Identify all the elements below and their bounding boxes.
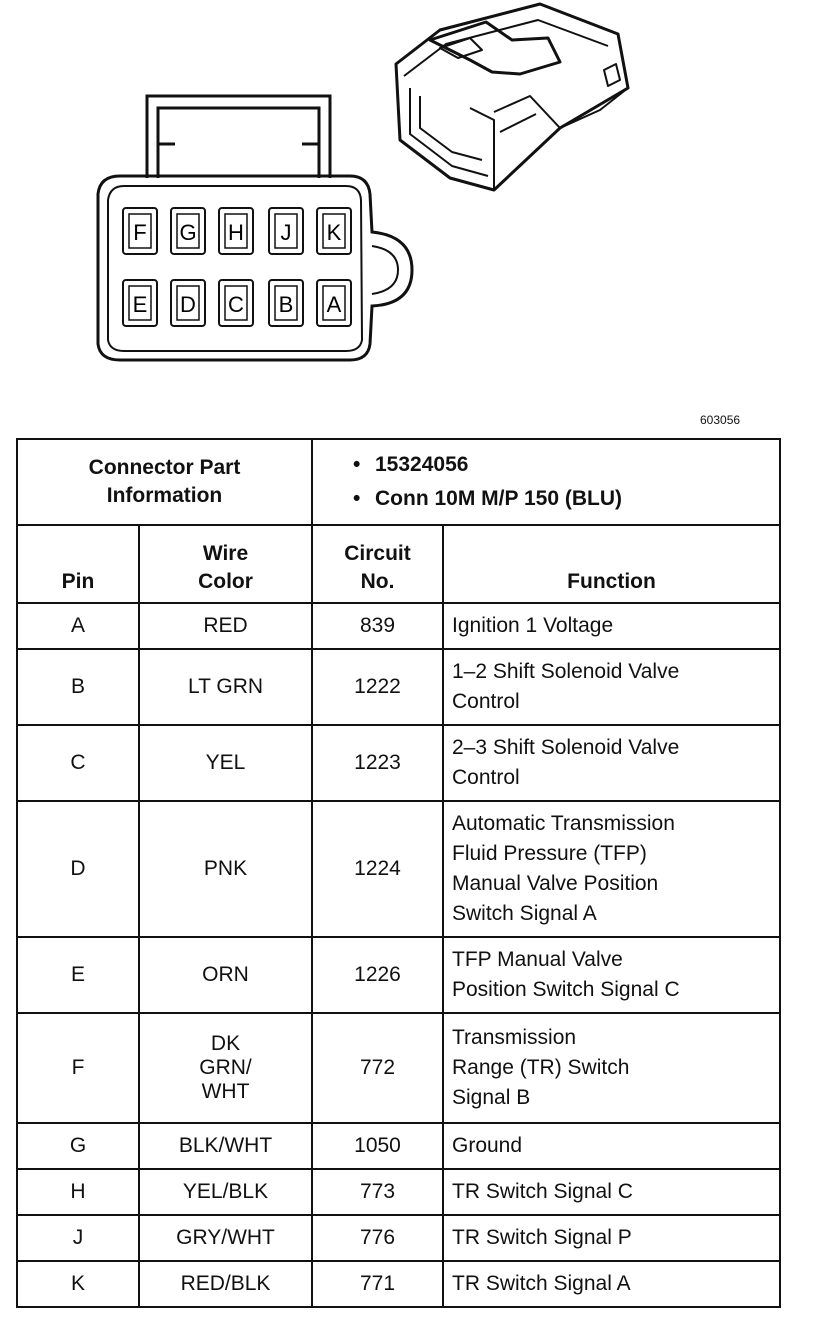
header-wire-line2: Color	[198, 570, 253, 593]
connector-info-list	[312, 439, 780, 525]
table-row	[17, 725, 780, 801]
function-line: Ignition 1 Voltage	[452, 614, 614, 637]
wire-color-line: BLK/WHT	[178, 1134, 273, 1157]
connector-table	[16, 438, 781, 1308]
circuit-cell: 776	[312, 1215, 443, 1261]
function-line: Switch Signal A	[452, 902, 597, 925]
function-cell	[443, 1169, 780, 1215]
function-cell	[443, 1123, 780, 1169]
function-line: Position Switch Signal C	[452, 978, 680, 1001]
table-row	[17, 1013, 780, 1123]
pin-cell: F	[17, 1013, 139, 1123]
pin-cell: A	[17, 603, 139, 649]
circuit-cell: 772	[312, 1013, 443, 1123]
function-line: TFP Manual Valve	[452, 948, 623, 971]
table-row	[17, 1169, 780, 1215]
pin-cell: H	[17, 1169, 139, 1215]
function-line: Manual Valve Position	[452, 872, 659, 895]
connector-perspective-view	[396, 4, 628, 190]
header-circuit-line1: Circuit	[344, 542, 411, 565]
wire-color-cell	[139, 1013, 312, 1123]
wire-color-line: PNK	[203, 857, 248, 880]
function-line: 2–3 Shift Solenoid Valve	[452, 736, 680, 759]
function-line: TR Switch Signal C	[452, 1180, 633, 1203]
function-cell	[443, 1013, 780, 1123]
header-circuit	[312, 525, 443, 603]
wire-color-line: YEL	[205, 751, 246, 774]
wire-color-line: RED	[203, 614, 248, 637]
function-line: Transmission	[452, 1026, 577, 1049]
pin-cell: B	[17, 649, 139, 725]
wire-color-cell	[139, 725, 312, 801]
pin-label: B	[278, 292, 294, 317]
table-row	[17, 649, 780, 725]
wire-color-line: DK	[210, 1032, 241, 1055]
pin-label: A	[326, 292, 342, 317]
info-label-line2: Information	[106, 484, 223, 507]
circuit-cell: 1222	[312, 649, 443, 725]
pin-label: D	[180, 292, 196, 317]
wire-color-cell	[139, 801, 312, 937]
function-cell	[443, 725, 780, 801]
function-line: Ground	[452, 1134, 523, 1157]
info-item	[353, 482, 771, 516]
header-function	[443, 525, 780, 603]
pin-label: E	[132, 292, 148, 317]
function-line: 1–2 Shift Solenoid Valve	[452, 660, 680, 683]
bullet-icon: •	[353, 453, 361, 476]
wire-color-cell	[139, 1215, 312, 1261]
function-cell	[443, 937, 780, 1013]
info-label-line1: Connector Part	[88, 456, 241, 479]
pin-cell: J	[17, 1215, 139, 1261]
wire-color-line: YEL/BLK	[182, 1180, 269, 1203]
table-row	[17, 1261, 780, 1307]
circuit-cell: 771	[312, 1261, 443, 1307]
bullet-icon: •	[353, 487, 361, 510]
wire-color-cell	[139, 1169, 312, 1215]
table-row	[17, 801, 780, 937]
header-pin-text: Pin	[61, 570, 95, 593]
circuit-cell: 1226	[312, 937, 443, 1013]
function-line: TR Switch Signal P	[452, 1226, 632, 1249]
circuit-cell: 839	[312, 603, 443, 649]
wire-color-cell	[139, 937, 312, 1013]
connector-pin-cells	[123, 208, 351, 326]
function-cell	[443, 649, 780, 725]
wire-color-cell	[139, 649, 312, 725]
circuit-cell: 1223	[312, 725, 443, 801]
header-wire-color	[139, 525, 312, 603]
wire-color-cell	[139, 1123, 312, 1169]
pin-cell: K	[17, 1261, 139, 1307]
pin-cell: G	[17, 1123, 139, 1169]
table-header-row	[17, 525, 780, 603]
function-line: Control	[452, 690, 520, 713]
header-pin	[17, 525, 139, 603]
wire-color-line: WHT	[201, 1080, 250, 1103]
pin-cell: D	[17, 801, 139, 937]
function-cell	[443, 801, 780, 937]
table-row	[17, 937, 780, 1013]
pin-cell: C	[17, 725, 139, 801]
function-cell	[443, 1261, 780, 1307]
function-line: Fluid Pressure (TFP)	[452, 842, 647, 865]
wire-color-cell	[139, 1261, 312, 1307]
info-item	[353, 448, 771, 482]
table-row	[17, 1123, 780, 1169]
connector-illustration	[0, 0, 816, 420]
function-line: Control	[452, 766, 520, 789]
circuit-cell: 1224	[312, 801, 443, 937]
table-row	[17, 603, 780, 649]
pin-label: H	[228, 220, 244, 245]
figure-code: 603056	[700, 413, 741, 427]
header-wire-line1: Wire	[202, 542, 249, 565]
info-item-text: Conn 10M M/P 150 (BLU)	[375, 487, 622, 510]
pin-label: K	[326, 220, 342, 245]
pin-cell: E	[17, 937, 139, 1013]
function-cell	[443, 603, 780, 649]
wire-color-line: GRN/	[199, 1056, 252, 1079]
function-line: Automatic Transmission	[452, 812, 675, 835]
wire-color-line: GRY/WHT	[176, 1226, 275, 1249]
pin-label: G	[179, 220, 197, 245]
table-row	[17, 1215, 780, 1261]
pin-label: F	[133, 220, 147, 245]
circuit-cell: 773	[312, 1169, 443, 1215]
wire-color-line: LT GRN	[187, 675, 264, 698]
wire-color-line: RED/BLK	[180, 1272, 271, 1295]
pin-label: J	[280, 220, 292, 245]
header-circuit-line2: No.	[360, 570, 395, 593]
function-line: Signal B	[452, 1086, 531, 1109]
info-item-text: 15324056	[375, 453, 469, 476]
header-function-text: Function	[567, 570, 656, 593]
wire-color-line: ORN	[202, 963, 249, 986]
function-cell	[443, 1215, 780, 1261]
function-line: TR Switch Signal A	[452, 1272, 631, 1295]
pin-label: C	[228, 292, 244, 317]
function-line: Range (TR) Switch	[452, 1056, 630, 1079]
connector-info-label	[17, 439, 312, 525]
connector-info-row	[17, 439, 780, 525]
wire-color-cell	[139, 603, 312, 649]
circuit-cell: 1050	[312, 1123, 443, 1169]
